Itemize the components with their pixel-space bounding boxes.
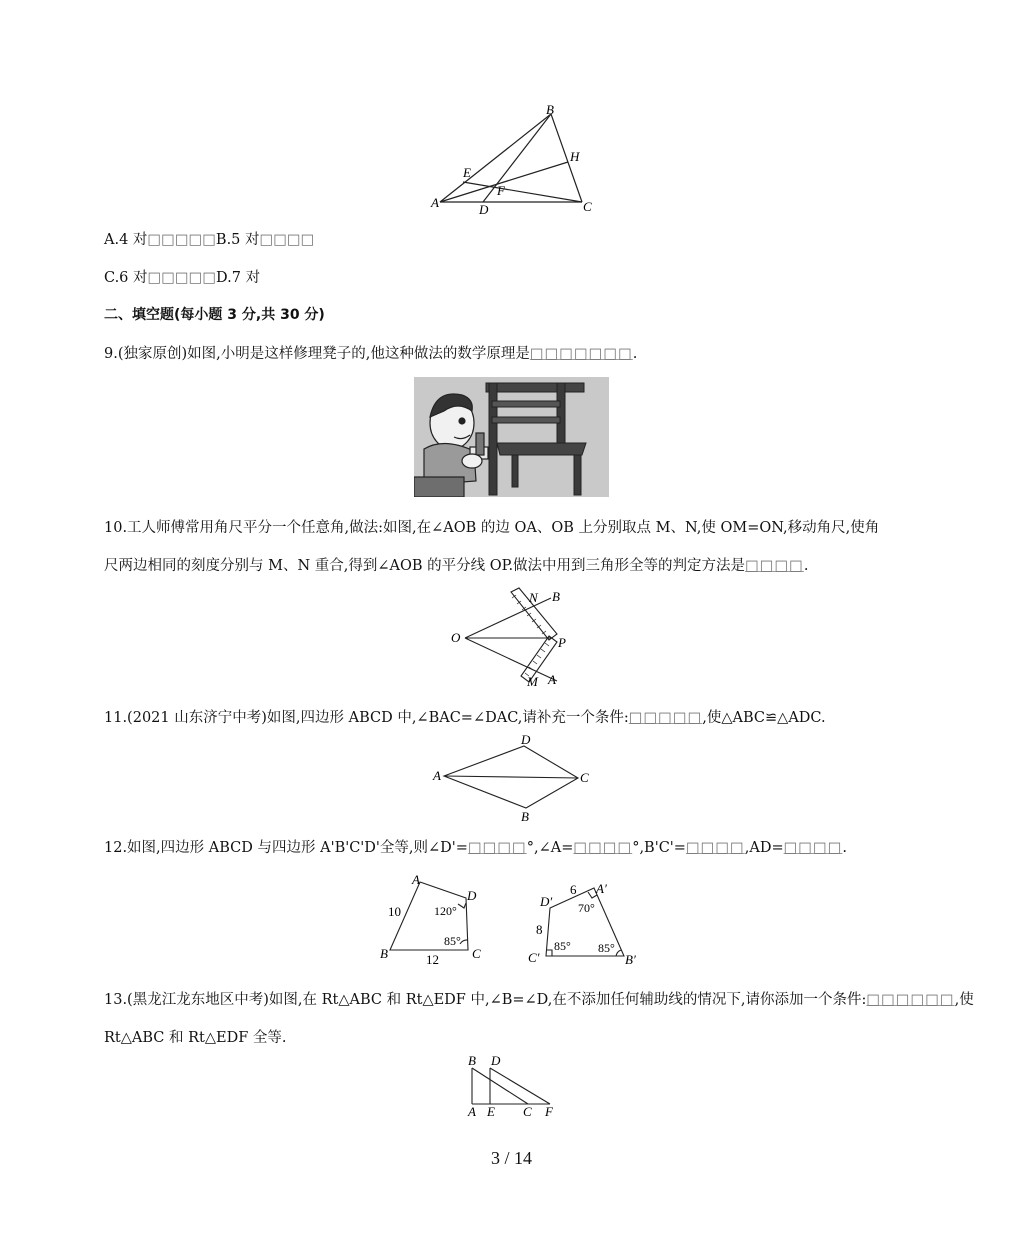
q8-options-row2: C.6 对□□□□□D.7 对: [104, 270, 261, 286]
q12-blank-bc[interactable]: □□□□: [685, 840, 745, 856]
q11-label-d: D: [521, 732, 531, 747]
q11-quadrilateral-figure: [428, 732, 598, 824]
q11-label-b: B: [521, 809, 529, 824]
q9-text: 9.(独家原创)如图,小明是这样修理凳子的,他这种做法的数学原理是□□□□□□□.: [104, 346, 638, 362]
q12-fig1-side-bc: 12: [426, 952, 439, 967]
q8-label-f: F: [497, 183, 505, 198]
q8-label-b: B: [546, 102, 554, 117]
section-title-fill-in: 二、填空题(每小题 3 分,共 30 分): [104, 307, 325, 323]
q13-line2: Rt△ABC 和 Rt△EDF 全等.: [104, 1030, 287, 1046]
q8-option-a: A.4 对: [104, 232, 148, 248]
q10-answer-blank[interactable]: □□□□: [745, 558, 804, 574]
q10-label-a: A: [548, 672, 556, 687]
q8-label-c: C: [583, 199, 592, 214]
q11-text: 11.(2021 山东济宁中考)如图,四边形 ABCD 中,∠BAC=∠DAC,请补充一个条件:□□□□□,使△ABC≌△ADC.: [104, 710, 826, 726]
q12-blank-angle-a[interactable]: □□□□: [573, 840, 633, 856]
q8-triangle-figure: [420, 98, 600, 220]
q8-label-e: E: [463, 165, 471, 180]
q11-answer-blank[interactable]: □□□□□: [628, 710, 703, 726]
q10-line1: 10.工人师傅常用角尺平分一个任意角,做法:如图,在∠AOB 的边 OA、OB 上分别取点 M、N,使 OM=ON,移动角尺,使角: [104, 520, 880, 536]
q13-label-e: E: [487, 1104, 495, 1118]
q8-option-b: B.5 对: [215, 232, 260, 248]
q11-label-c: C: [580, 770, 589, 785]
q12-fig1-label-c: C: [472, 946, 481, 961]
q12-fig2-angle-b: 85°: [598, 941, 615, 955]
page-number: 3 / 14: [490, 1148, 532, 1168]
q13-label-f: F: [545, 1104, 553, 1118]
q12-fig2-side-da: 6: [570, 882, 577, 897]
q9-answer-blank[interactable]: □□□□□□□: [529, 346, 633, 362]
q12-fig2-label-d: D′: [540, 894, 553, 909]
q10-label-p: P: [558, 635, 566, 650]
q10-label-b: B: [552, 589, 560, 604]
q13-label-d: D: [491, 1053, 501, 1068]
q10-line2: 尺两边相同的刻度分别与 M、N 重合,得到∠AOB 的平分线 OP.做法中用到三角形全等的判定方法是□□□□.: [104, 558, 809, 574]
q10-label-n: N: [529, 590, 538, 605]
q12-blank-angle-d[interactable]: □□□□: [467, 840, 527, 856]
q12-fig1-side-ab: 10: [388, 904, 401, 919]
q12-fig2-angle-a: 70°: [578, 901, 595, 915]
q12-fig1-label-d: D: [467, 888, 477, 903]
q10-label-o: O: [451, 630, 461, 645]
q12-fig2-label-b: B′: [625, 952, 636, 967]
q12-fig1-label-b: B: [380, 946, 388, 961]
q13-line1: 13.(黑龙江龙东地区中考)如图,在 Rt△ABC 和 Rt△EDF 中,∠B=∠D,在不添加任何辅助线的情况下,请你添加一个条件:□□□□□□,使: [104, 992, 974, 1008]
q13-label-c: C: [523, 1104, 532, 1118]
q12-quadrilateral-a1b1c1d1: [526, 870, 651, 970]
q13-label-a: A: [468, 1104, 476, 1118]
q8-label-d: D: [479, 202, 489, 217]
q8-label-h: H: [570, 149, 580, 164]
q12-fig1-label-a: A: [412, 872, 420, 887]
q12-fig2-label-c: C′: [528, 950, 540, 965]
q12-fig1-angle-d: 120°: [434, 904, 457, 918]
q8-label-a: A: [431, 195, 439, 210]
q8-option-d: D.7 对: [216, 270, 261, 286]
q12-text: 12.如图,四边形 ABCD 与四边形 A'B'C'D'全等,则∠D'=□□□□°,∠A=□□□□°,B'C'=□□□□,AD=□□□□.: [104, 840, 848, 856]
q12-fig2-side-cd: 8: [536, 922, 543, 937]
q12-fig1-angle-c: 85°: [444, 934, 461, 948]
q12-fig2-label-a: A′: [596, 881, 607, 896]
q13-label-b: B: [468, 1053, 476, 1068]
q8-options-row1: A.4 对□□□□□B.5 对□□□□: [104, 232, 315, 248]
q13-right-triangles-figure: [462, 1052, 562, 1118]
q10-angle-ruler-figure: [445, 586, 585, 690]
q12-fig2-angle-c: 85°: [554, 939, 571, 953]
q9-chair-repair-illustration: [414, 377, 609, 497]
q10-label-m: M: [527, 674, 538, 689]
q8-option-c: C.6 对: [104, 270, 148, 286]
q11-label-a: A: [433, 768, 441, 783]
q12-quadrilateral-abcd: [376, 870, 496, 970]
q12-blank-ad[interactable]: □□□□: [783, 840, 843, 856]
q13-answer-blank[interactable]: □□□□□□: [866, 992, 955, 1008]
